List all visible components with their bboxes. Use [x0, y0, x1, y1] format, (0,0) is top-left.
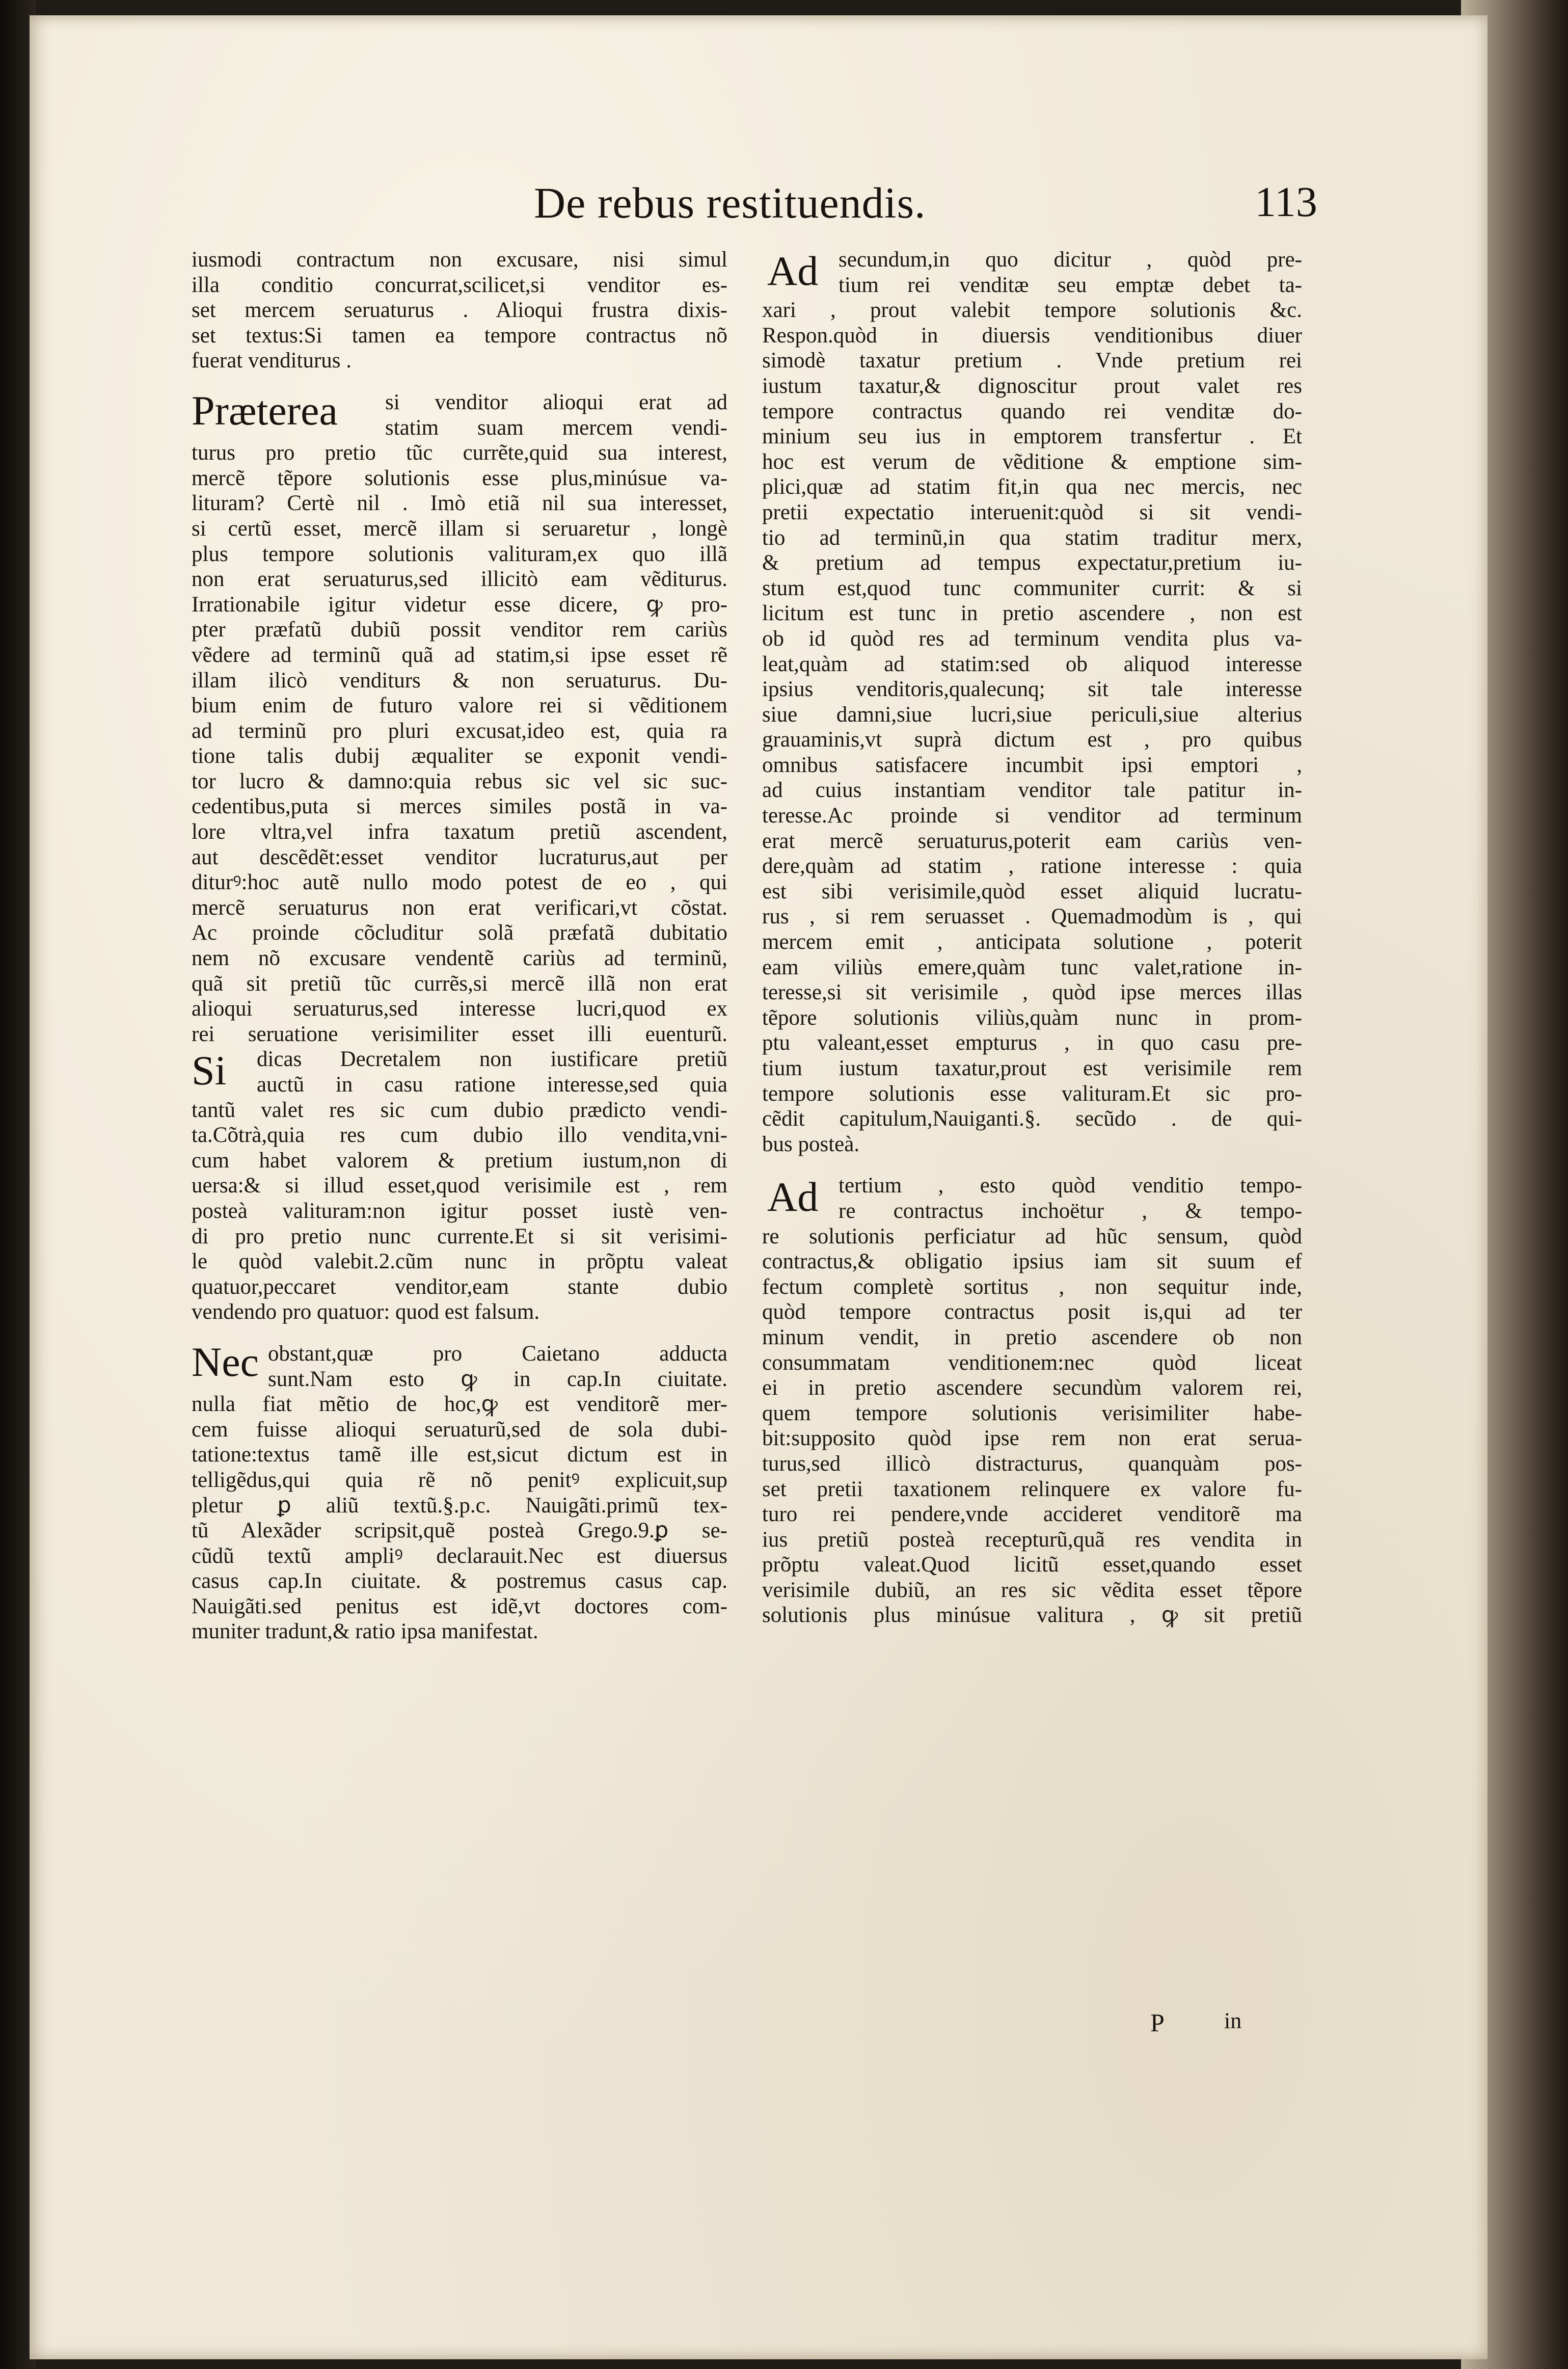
text-line: ad terminũ pro pluri excusat,ideo est, quia ra [192, 718, 727, 743]
text-line: tẽpore solutionis viliùs,quàm nunc in prom- [762, 1005, 1302, 1030]
text-line: eam viliùs emere,quàm tunc valet,ratione in- [762, 955, 1302, 979]
text-line: leat,quàm ad statim:sed ob aliquod interesse [762, 652, 1302, 676]
text-line: & pretium ad tempus expectatur,pretium iu- [762, 551, 1302, 575]
text-line: Irrationabile igitur videtur esse dicere, ꝙ pro- [192, 592, 727, 617]
text-line: dere,quàm ad statim , ratione interesse : quia [762, 854, 1302, 879]
text-line: quòd tempore contractus posit is,qui ad ter [762, 1300, 1302, 1324]
text-line: non erat seruaturus,sed illicitò eam vẽditurus. [192, 567, 727, 592]
text-line: Respon.quòd in diuersis venditionibus diuer [762, 323, 1302, 348]
text-line: rei seruatione verisimiliter esset illi euenturũ. [192, 1022, 727, 1046]
text-line: cẽdit capitulum,Nauiganti.§. secũdo . de qui- [762, 1107, 1302, 1131]
text-line: muniter tradunt,& ratio ipsa manifestat. [192, 1619, 538, 1644]
text-line: posteà valituram:non igitur posset iustè ven- [192, 1199, 727, 1223]
text-line: vendendo pro quatuor: quod est falsum. [192, 1300, 540, 1324]
text-line: tione talis dubij æqualiter se exponit vendi- [192, 744, 727, 768]
text-line: nulla fiat mẽtio de hoc,ꝙ est venditorẽ mer- [192, 1392, 727, 1417]
text-line: secundum,in quo dicitur , quòd pre- [839, 248, 1302, 272]
text-line: bus posteà. [762, 1132, 860, 1156]
text-line: set mercem seruaturus . Alioqui frustra dixis- [192, 298, 727, 323]
text-line: prõptu valeat.Quod licitũ esset,quando esset [762, 1553, 1302, 1577]
text-line: ptu valeant,esset empturus , in quo casu pre- [762, 1031, 1302, 1055]
text-line: tertium , esto quòd venditio tempo- [839, 1174, 1302, 1198]
text-line: ob id quòd res ad terminum vendita plus va- [762, 626, 1302, 651]
text-line: si venditor alioqui erat ad [385, 390, 727, 414]
text-line: turus,sed illicò distracturus, quanquàm pos- [762, 1451, 1302, 1476]
text-line: tio ad terminũ,in qua statim traditur merx, [762, 525, 1302, 550]
text-line: fuerat venditurus . [192, 349, 352, 373]
text-line: quã sit pretiũ tũc currẽs,si mercẽ illã non erat [192, 971, 727, 996]
text-line: teresse.Ac proinde si venditor ad terminum [762, 804, 1302, 828]
text-line: mercẽ tẽpore solutionis esse plus,minúsue va- [192, 466, 727, 490]
text-line: bit:supposito quòd ipse rem non erat serua- [762, 1426, 1302, 1451]
text-line: simodè taxatur pretium . Vnde pretium rei [762, 349, 1302, 373]
text-line: grauaminis,vt suprà dictum est , pro quibus [762, 728, 1302, 752]
text-line: licitum est tunc in pretio ascendere , non est [762, 601, 1302, 626]
text-line: si certũ esset, mercẽ illam si seruaretur , longè [192, 516, 727, 541]
text-line: di pro pretio nunc currente.Et si sit verisimi- [192, 1224, 727, 1248]
text-line: tũ Alexãder scripsit,quẽ posteà Grego.9.ꝑ se- [192, 1519, 727, 1543]
text-line: casus cap.In ciuitate. & postremus casus cap. [192, 1569, 727, 1593]
text-line: ad cuius instantiam venditor tale patitur in- [762, 778, 1302, 803]
text-line: tantũ valet res sic cum dubio prædicto vendi- [192, 1098, 727, 1122]
text-line: plici,quæ ad statim fit,in qua nec mercis, nec [762, 475, 1302, 499]
text-line: lore vltra,vel infra taxatum pretiũ ascendent, [192, 820, 727, 844]
text-line: pletur ꝑ aliũ textũ.§.p.c. Nauigãti.primũ tex- [192, 1493, 727, 1518]
text-line: turus pro pretio tũc currẽte,quid sua interest, [192, 441, 727, 465]
text-line: consummatam venditionem:nec quòd liceat [762, 1350, 1302, 1375]
text-line: illam ilicò venditurs & non seruaturus. Du- [192, 668, 727, 693]
text-line: bium enim de futuro valore rei si vẽditionem [192, 694, 727, 718]
text-line: mercem emit , anticipata solutione , poterit [762, 930, 1302, 954]
text-line: teresse,si sit verisimile , quòd ipse merces illas [762, 980, 1302, 1005]
text-line: tium rei venditæ seu emptæ debet ta- [839, 273, 1302, 297]
initial-word: Ad [767, 1174, 819, 1220]
catchword: in [1224, 2008, 1242, 2033]
text-line: Nauigãti.sed penitus est idẽ,vt doctores com- [192, 1594, 727, 1618]
text-line: iustum taxatur,& dignoscitur prout valet res [762, 374, 1302, 398]
text-line: set textus:Si tamen ea tempore contractus nõ [192, 323, 727, 348]
text-line: xari , prout valebit tempore solutionis &c. [762, 298, 1302, 323]
text-line: dicas Decretalem non iustificare pretiũ [257, 1047, 727, 1072]
text-line: erat mercẽ seruaturus,poterit eam cariùs ven- [762, 829, 1302, 853]
running-title: De rebus restituendis. [534, 178, 926, 227]
text-line: obstant,quæ pro Caietano adducta [268, 1341, 727, 1366]
text-line: siue damni,siue lucri,siue periculi,siue alterius [762, 702, 1302, 727]
text-line: ta.Cõtrà,quia res cum dubio illo vendita,vni- [192, 1123, 727, 1148]
text-line: quatuor,peccaret venditor,eam stante dubio [192, 1274, 727, 1299]
text-line: telligẽdus,qui quia rẽ nõ penitꝰ explicuit,sup [192, 1468, 727, 1492]
text-line: plus tempore solutionis valituram,ex quo illã [192, 542, 727, 566]
text-line: vẽdere ad terminũ quã ad statim,si ipse esset rẽ [192, 643, 727, 667]
text-line: rus , si rem seruasset . Quemadmodùm is , qui [762, 904, 1302, 929]
text-line: re solutionis perficiatur ad hũc sensum, quòd [762, 1224, 1302, 1248]
page-number: 113 [1255, 178, 1317, 226]
initial-word: Si [192, 1047, 227, 1094]
text-line: diturꝰ:hoc autẽ nullo modo potest de eo , qui [192, 870, 727, 895]
text-line: Ac proinde cõcluditur solã præfatã dubitatio [192, 921, 727, 945]
text-line: set pretii taxationem relinquere ex valore fu- [762, 1477, 1302, 1501]
text-line: stum est,quod tunc communiter currit: & si [762, 576, 1302, 600]
text-line: tempore contractus quando rei venditæ do- [762, 399, 1302, 423]
text-line: contractus,& obligatio ipsius iam sit suum ef [762, 1249, 1302, 1274]
text-line: le quòd valebit.2.cũm nunc in prõptu valeat [192, 1249, 727, 1274]
text-line: est sibi verisimile,quòd esset aliquid lucratu- [762, 879, 1302, 903]
text-line: pter præfatũ dubiũ possit venditor rem cariùs [192, 618, 727, 642]
signature-mark: P [1150, 2008, 1165, 2037]
text-line: auctũ in casu ratione interesse,sed quia [257, 1073, 727, 1097]
left-column [192, 247, 727, 1644]
text-line: mercẽ seruaturus non erat verificari,vt cõstat. [192, 895, 727, 920]
text-line: lituram? Certè nil . Imò etiã nil sua interesset, [192, 491, 727, 516]
initial-word: Nec [192, 1338, 259, 1385]
text-line: tium iustum taxatur,prout est verisimile rem [762, 1056, 1302, 1080]
text-line: solutionis plus minúsue valitura , ꝙ sit pretiũ [762, 1603, 1302, 1628]
initial-word: Ad [767, 248, 819, 294]
text-line: fectum completè sortitus , non sequitur inde, [762, 1274, 1302, 1299]
text-line: ei in pretio ascendere secundùm valorem rei, [762, 1376, 1302, 1400]
text-line: cum habet valorem & pretium iustum,non di [192, 1148, 727, 1173]
text-line: alioqui seruaturus,sed interesse lucri,quod ex [192, 997, 727, 1021]
text-line: turo rei pendere,vnde accideret venditorẽ ma [762, 1502, 1302, 1527]
text-line: statim suam mercem vendi- [385, 415, 727, 440]
text-line: nem nõ excusare vendentẽ cariùs ad terminũ, [192, 946, 727, 971]
text-line: illa conditio concurrat,scilicet,si venditor es- [192, 273, 727, 297]
text-line: cedentibus,puta si merces similes postã in va- [192, 794, 727, 819]
text-line: minium seu ius in emptorem transfertur . Et [762, 424, 1302, 449]
book-page [30, 15, 1488, 2359]
text-line: verisimile dubiũ, an res sic vẽdita esset tẽpore [762, 1578, 1302, 1602]
text-line: quem tempore solutionis verisimiliter habe- [762, 1401, 1302, 1425]
text-line: cũdũ textũ ampliꝰ declarauit.Nec est diuersus [192, 1543, 727, 1568]
text-line: re contractus inchoëtur , & tempo- [839, 1199, 1302, 1223]
text-line: tatione:textus tamẽ ille est,sicut dictum est in [192, 1443, 727, 1467]
text-line: omnibus satisfacere incumbit ipsi emptori , [762, 753, 1302, 777]
text-line: pretii expectatio interuenit:quòd si sit vendi- [762, 500, 1302, 524]
text-line: cem fuisse alioqui seruaturũ,sed de sola dubi- [192, 1417, 727, 1442]
text-line: uersa:& si illud esset,quod verisimile est , rem [192, 1174, 727, 1198]
right-column [762, 247, 1302, 1628]
text-line: iusmodi contractum non excusare, nisi simul [192, 248, 727, 272]
text-line: aut descẽdẽt:esset venditor lucraturus,aut per [192, 845, 727, 869]
initial-word: Præterea [192, 387, 338, 434]
text-line: hoc est verum de vẽditione & emptione sim- [762, 449, 1302, 474]
text-line: tempore solutionis esse valituram.Et sic pro- [762, 1081, 1302, 1106]
text-line: ipsius venditoris,qualecunq; sit tale interesse [762, 677, 1302, 702]
text-line: tor lucro & damno:quia rebus sic vel sic suc- [192, 769, 727, 793]
text-line: minum vendit, in pretio ascendere ob non [762, 1325, 1302, 1349]
text-line: sunt.Nam esto ꝙ in cap.In ciuitate. [268, 1367, 727, 1391]
text-line: ius pretiũ posteà recepturũ,quã res vendita in [762, 1527, 1302, 1552]
